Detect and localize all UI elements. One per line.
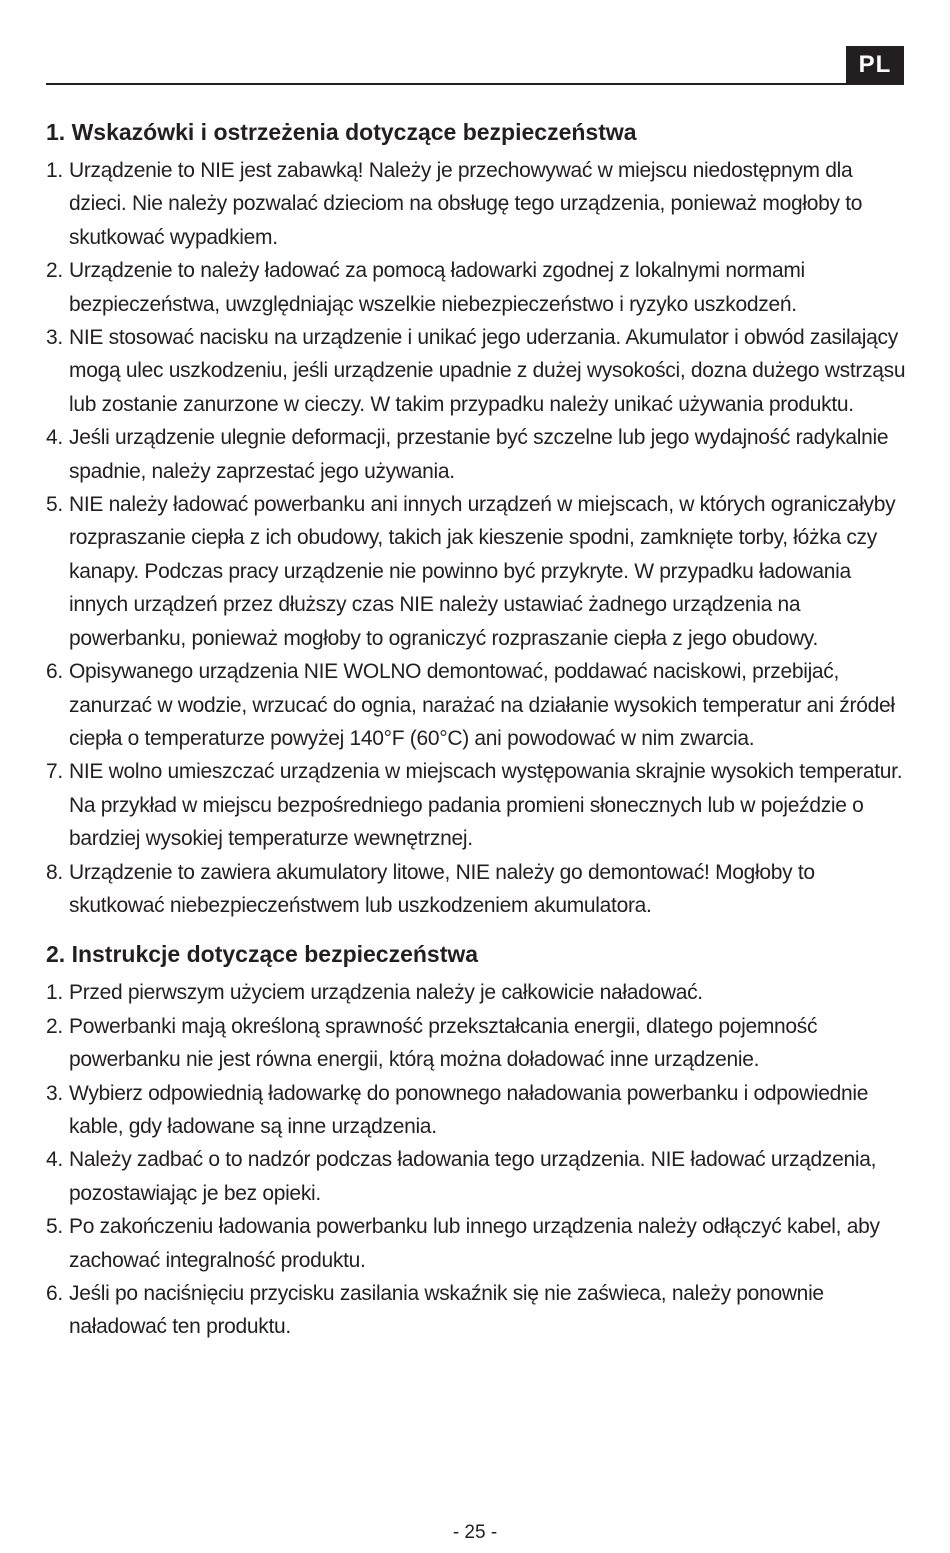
section-safety-warnings	[46, 112, 908, 922]
document-body	[46, 112, 908, 1356]
item-text: Urządzenie to NIE jest zabawką! Należy je przechowywać w miejscu niedostępnym dla dzieci. Nie należy pozwalać dzieciom na obsługę tego urządzenia, ponieważ mogłoby to skutkować wypadkiem.	[69, 159, 863, 249]
item-text: NIE wolno umieszczać urządzenia w miejscach występowania skrajnie wysokich temperatur. Na przykład w miejscu bezpośredniego padania promieni słonecznych lub w pojeździe o bardziej wysokiej temperaturze wewnętrznej.	[69, 760, 903, 851]
list-item	[46, 976, 908, 1009]
item-number: 3.	[46, 1081, 63, 1105]
item-text: Przed pierwszym użyciem urządzenia należy je całkowicie naładować.	[69, 981, 703, 1005]
list-item	[46, 655, 908, 755]
item-number: 8.	[46, 860, 63, 884]
item-text: NIE należy ładować powerbanku ani innych urządzeń w miejscach, w których ograniczałyby rozpraszanie ciepła z ich obudowy, takich jak kieszenie spodni, zamknięte torby, łóżka czy kanapy. Podczas pracy urządzenie nie powinno być przykryte. W przypadku ładowania innych urządzeń przez dłuższy czas NIE należy ustawiać żadnego urządzenia na powerbanku, ponieważ mogłoby to ograniczyć rozpraszanie ciepła z jego obudowy.	[69, 493, 896, 650]
item-text: Należy zadbać o to nadzór podczas ładowania tego urządzenia. NIE ładować urządzenia, pozostawiając je bez opieki.	[69, 1148, 877, 1205]
item-number: 2.	[46, 259, 63, 283]
item-text: Po zakończeniu ładowania powerbanku lub innego urządzenia należy odłączyć kabel, aby zachować integralność produktu.	[69, 1215, 880, 1272]
section-safety-instructions	[46, 934, 908, 1343]
list-item	[46, 1143, 908, 1210]
item-text: Opisywanego urządzenia NIE WOLNO demontować, poddawać naciskowi, przebijać, zanurzać w wodzie, wrzucać do ognia, narażać na działanie wysokich temperatur ani źródeł ciepła o temperaturze powyżej 140°F (60°C) ani powodować w nim zwarcia.	[69, 660, 895, 750]
item-number: 6.	[46, 1282, 63, 1305]
item-text: NIE stosować nacisku na urządzenie i unikać jego uderzania. Akumulator i obwód zasilający mogą ulec uszkodzeniu, jeśli urządzenie upadnie z dużej wysokości, dozna dużego wstrząsu lub zostanie zanurzone w cieczy. W takim przypadku należy unikać używania produktu.	[69, 326, 906, 416]
item-number: 3.	[46, 326, 63, 350]
list-item	[46, 488, 908, 655]
list-item	[46, 1277, 908, 1344]
item-number: 5.	[46, 493, 63, 517]
list-item	[46, 1077, 908, 1144]
item-number: 1.	[46, 981, 63, 1005]
item-number: 2.	[46, 1014, 63, 1038]
item-text: Urządzenie to zawiera akumulatory litowe, NIE należy go demontować! Mogłoby to skutkować niebezpieczeństwem lub uszkodzeniem akumulatora.	[69, 860, 815, 917]
item-text: Wybierz odpowiednią ładowarkę do ponownego naładowania powerbanku i odpowiednie kable, gdy ładowane są inne urządzenia.	[69, 1081, 869, 1138]
instructions-list	[46, 976, 908, 1343]
item-text: Jeśli urządzenie ulegnie deformacji, przestanie być szczelne lub jego wydajność radykalnie spadnie, należy zaprzestać jego używania.	[69, 426, 889, 483]
item-text: Powerbanki mają określoną sprawność przekształcania energii, dlatego pojemność powerbanku nie jest równa energii, którą można doładować inne urządzenie.	[69, 1014, 818, 1072]
item-number: 4.	[46, 1148, 63, 1172]
item-number: 1.	[46, 159, 63, 182]
section-title: 1. Wskazówki i ostrzeżenia dotyczące bezpieczeństwa	[46, 119, 637, 145]
page-number: - 25 -	[452, 1522, 498, 1543]
list-item	[46, 755, 908, 855]
list-item	[46, 154, 908, 254]
item-text: Jeśli po naciśnięciu przycisku zasilania wskaźnik się nie zaświeca, należy ponownie naładować ten produktu.	[69, 1282, 824, 1339]
list-item	[46, 1210, 908, 1277]
item-text: Urządzenie to należy ładować za pomocą ładowarki zgodnej z lokalnymi normami bezpieczeństwa, uwzględniając wszelkie niebezpieczeństwo i ryzyko uszkodzeń.	[69, 259, 805, 316]
warnings-list	[46, 154, 908, 922]
list-item	[46, 421, 908, 488]
list-item	[46, 1010, 908, 1077]
list-item	[46, 321, 908, 421]
section-title: 2. Instrukcje dotyczące bezpieczeństwa	[46, 941, 479, 968]
header-divider	[46, 83, 904, 85]
list-item	[46, 254, 908, 321]
language-badge: PL	[846, 46, 904, 84]
item-number: 4.	[46, 426, 63, 450]
item-number: 7.	[46, 760, 63, 784]
item-number: 6.	[46, 660, 63, 684]
item-number: 5.	[46, 1215, 63, 1239]
list-item	[46, 856, 908, 923]
